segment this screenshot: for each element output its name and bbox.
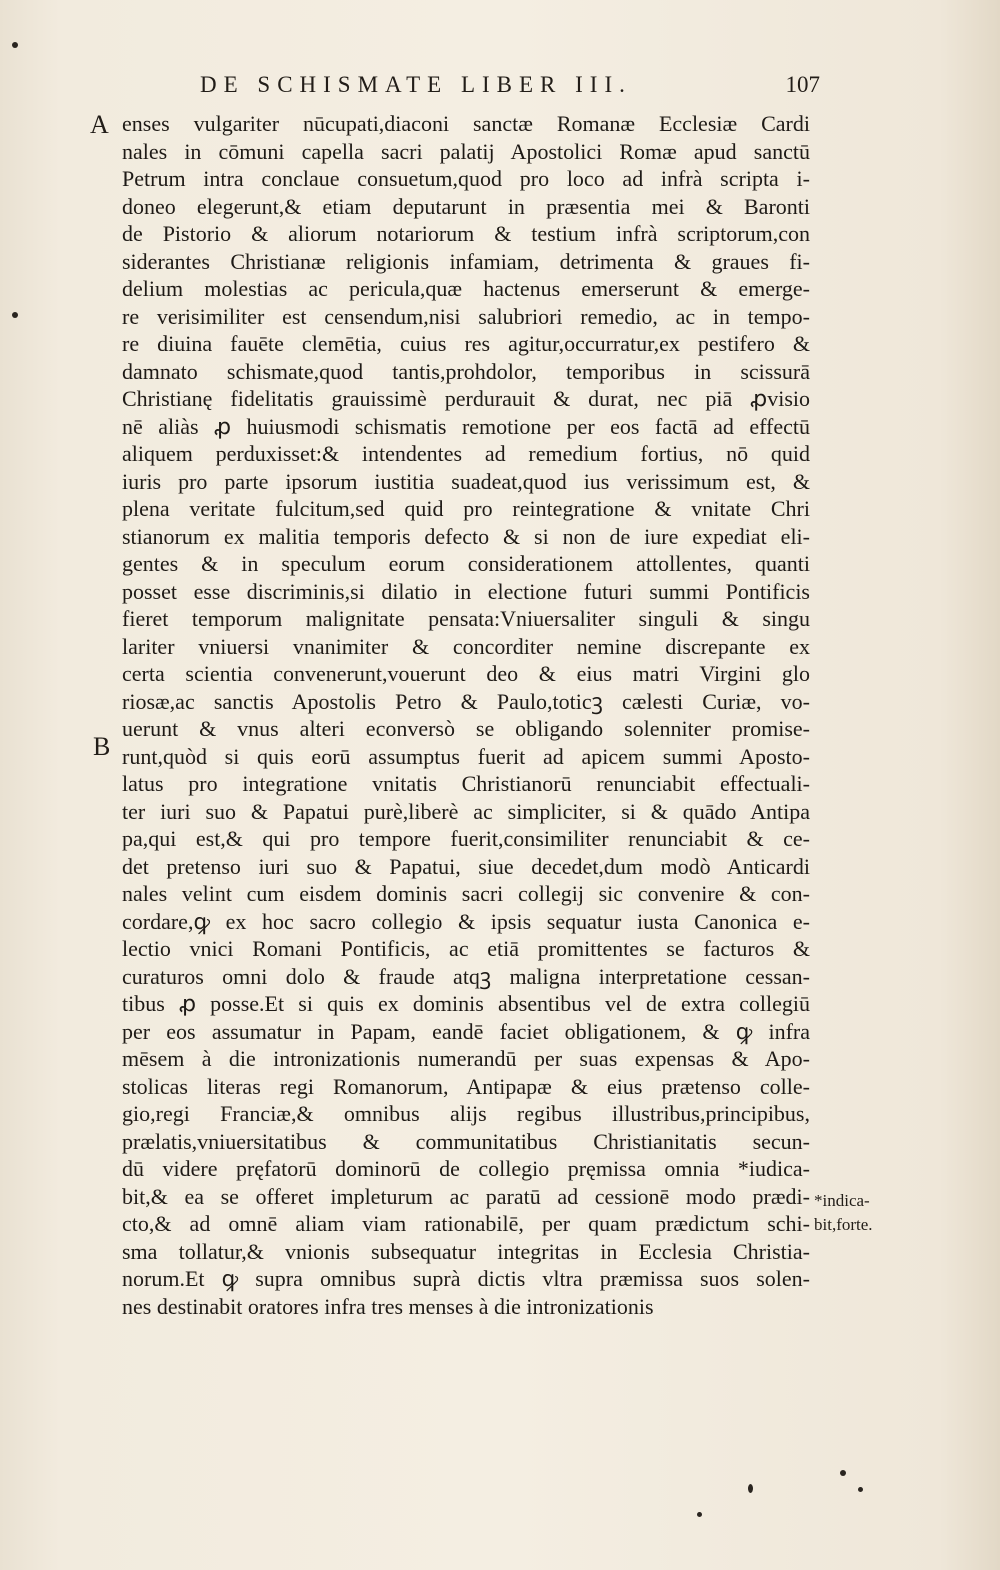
page-header [200,72,820,102]
text-line: lariter vniuersi vnanimiter & concorditer nemine discrepante ex [122,633,810,659]
ink-speck [858,1487,863,1492]
section-marker-a: A [90,110,109,139]
ink-speck [697,1512,702,1517]
text-line: siderantes Christianæ religionis infamiam, detrimenta & graues fi- [122,248,810,274]
text-line: latus pro integratione vnitatis Christianorū renunciabit effectuali- [122,771,810,796]
text-line: det pretenso iuri suo & Papatui, siue decedet,dum modò Anticardi [122,853,810,879]
section-marker-b: B [93,732,111,761]
text-line: plena veritate fulcitum,sed quid pro reintegratione & vnitate Chri [122,496,810,521]
text-line: mēsem à die intronizationis numerandū per suas expensas & Apo- [122,1046,810,1071]
text-line: fieret temporum malignitate pensata:Vniuersaliter singuli & singu [122,606,810,631]
margin-note [814,1189,914,1237]
text-line: pa,qui est,& qui pro tempore fuerit,consimiliter renunciabit & ce- [122,826,810,851]
text-line: certa scientia convenerunt,vouerunt deo & eius matri Virgini glo [122,661,810,686]
text-line: lectio vnici Romani Pontificis, ac etiā promittentes se facturos & [122,936,810,961]
text-line: Petrum intra conclaue consuetum,quod pro loco ad infrà scripta i- [122,166,810,191]
text-line: gentes & in speculum eorum considerationem attollentes, quanti [122,551,810,576]
text-line: norum.Et ꝙ supra omnibus suprà dictis vltra præmissa suos solen- [122,1266,810,1291]
running-title: DE SCHISMATE LIBER III. [200,72,632,97]
text-line: enses vulgariter nūcupati,diaconi sanctæ Romanæ Ecclesiæ Cardi [122,111,810,136]
text-line: per eos assumatur in Papam, eandē faciet obligationem, & ꝙ infra [122,1018,810,1044]
text-line: dū videre pręfatorū dominorū de collegio pręmissa omnia *iudica- [122,1156,810,1181]
text-line: stianorum ex malitia temporis defecto & si non de iure expediat eli- [122,523,810,549]
text-line: tibus ꝓ posse.Et si quis ex dominis absentibus vel de extra collegiū [122,991,810,1016]
text-line: damnato schismate,quod tantis,prohdolor, temporibus in scissurā [122,358,810,384]
text-line: aliquem perduxisset:& intendentes ad remedium fortius, nō quid [122,441,810,466]
ink-speck [12,312,18,318]
text-line: nales velint cum eisdem dominis sacri collegij sic convenire & con- [122,881,810,906]
text-line: nes destinabit oratores infra tres menses à die intronizationis [122,1293,654,1319]
text-line: curaturos omni dolo & fraude atqꝫ maligna interpretatione cessan- [122,963,810,989]
text-line: gio,regi Franciæ,& omnibus alijs regibus illustribus,principibus, [122,1101,810,1126]
text-line: ter iuri suo & Papatui purè,liberè ac simpliciter, si & quādo Antipa [122,798,810,824]
text-line: cto,& ad omnē aliam viam rationabilē, per quam prædictum schi- [122,1211,810,1236]
text-line: re diuina fauēte clemētia, cuius res agitur,occurratur,ex pestifero & [122,331,810,356]
text-line: prælatis,vniuersitatibus & communitatibus Christianitatis secun- [122,1128,810,1154]
ink-speck [840,1470,846,1476]
text-line: stolicas literas regi Romanorum, Antipapæ & eius prætenso colle- [122,1073,810,1099]
text-line: delium molestias ac pericula,quæ hactenus emerserunt & emerge- [122,276,810,301]
text-line: sma tollatur,& vnionis subsequatur integritas in Ecclesia Christia- [122,1238,810,1264]
ink-speck [748,1484,753,1493]
text-line: riosæ,ac sanctis Apostolis Petro & Paulo,toticꝫ cælesti Curiæ, vo- [122,688,810,714]
text-line: iuris pro parte ipsorum iustitia suadeat,quod ius verissimum est, & [122,468,810,494]
text-line: re verisimiliter est censendum,nisi salubriori remedio, ac in tempo- [122,303,810,329]
text-line: doneo elegerunt,& etiam deputarunt in præsentia mei & Baronti [122,193,810,219]
margin-note-line: bit,forte. [814,1215,873,1234]
ink-speck [12,42,18,48]
text-line: de Pistorio & aliorum notariorum & testium infrà scriptorum,con [122,221,810,246]
page-number: 107 [785,72,820,97]
text-line: nales in cōmuni capella sacri palatij Apostolici Romæ apud sanctū [122,138,810,164]
text-line: Christianę fidelitatis grauissimè perdurauit & durat, nec piā ꝓvisio [122,386,810,411]
body-text [122,110,810,1320]
text-line: runt,quòd si quis eorū assumptus fuerit ad apicem summi Aposto- [122,743,810,769]
margin-note-line: *indica- [814,1191,870,1210]
text-line: uerunt & vnus alteri econversò se obligando solenniter promise- [122,716,810,741]
text-line: posset esse discriminis,si dilatio in electione futuri summi Pontificis [122,578,810,604]
text-line: cordare,ꝙ ex hoc sacro collegio & ipsis sequatur iusta Canonica e- [122,908,810,934]
text-line: bit,& ea se offeret impleturum ac paratū ad cessionē modo prædi- [122,1183,810,1209]
text-line: nē aliàs ꝓ huiusmodi schismatis remotione per eos factā ad effectū [122,413,810,439]
